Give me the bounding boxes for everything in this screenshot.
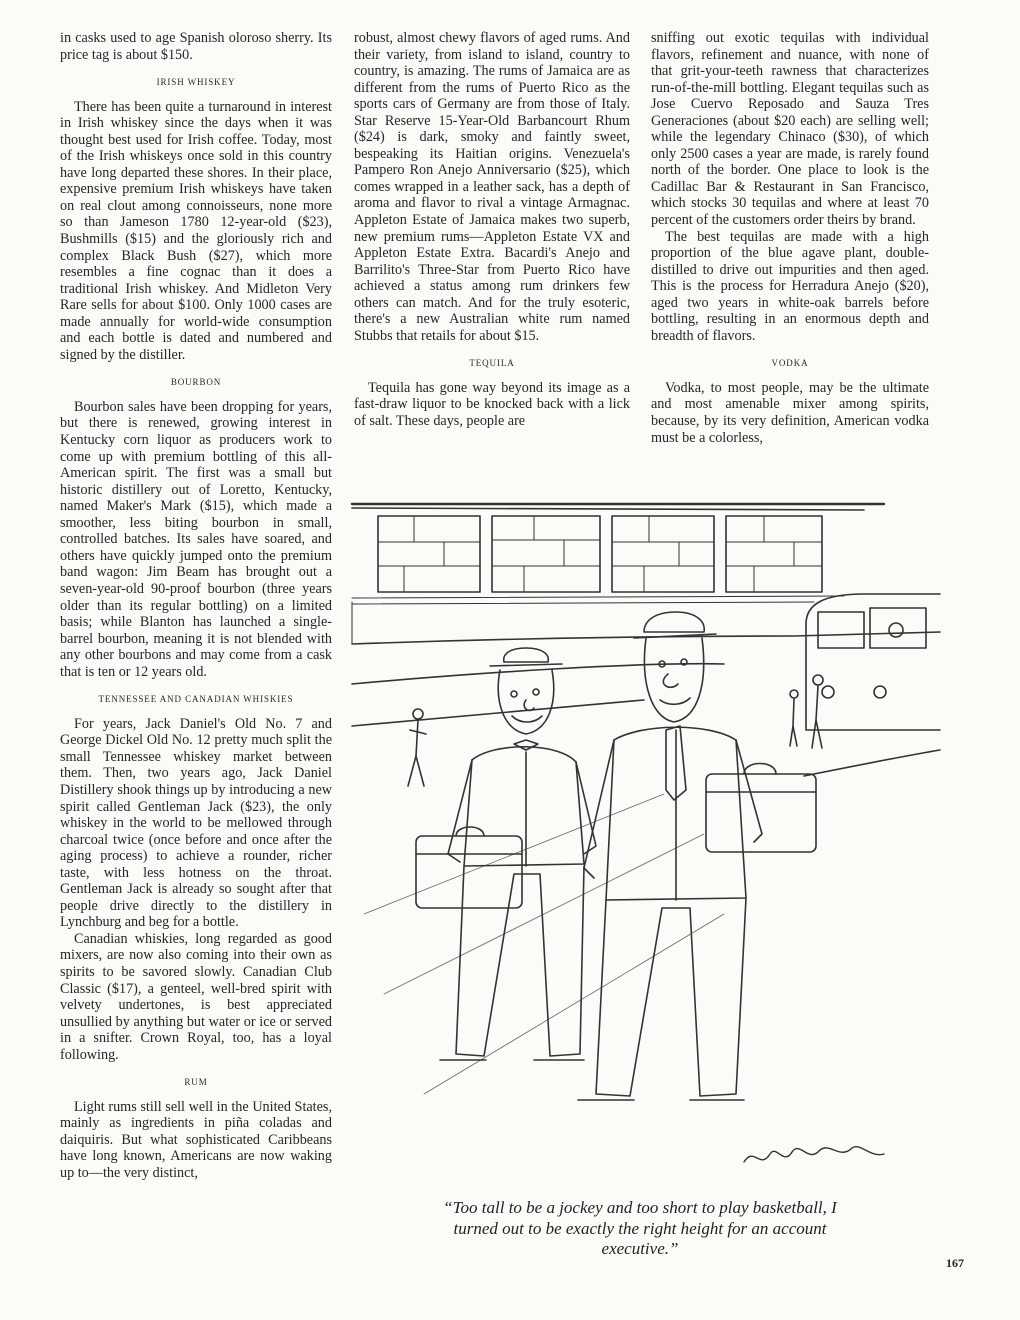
article-column-3 (651, 30, 929, 446)
paragraph: There has been quite a turnaround in interest in Irish whiskey since the days when it was thought best used for Irish coffee. Today, most of the Irish whiskeys once sold in this country have long departed these shores. In their place, expensive premium Irish whiskeys have taken on real clout among connoisseurs, none more so than Jameson 1780 12-year-old ($23), Bushmills ($15) and the gloriously rich and complex Black Bush ($27), which more resembles a fine cognac than it does a traditional Irish whiskey. And Midleton Very Rare sells for about $100. Only 1000 cases are made annually for world-wide consumption and each bottle is dated and numbered and signed by the distiller. (60, 98, 332, 363)
bus (806, 594, 940, 730)
building-wall (352, 504, 884, 644)
tall-man-figure (578, 612, 816, 1100)
short-man-figure (416, 648, 596, 1060)
paragraph: Light rums still sell well in the United States, mainly as ingredients in piña coladas and daiquiris. But what sophisticated Caribbeans have long known, Americans are now waking up to—the very distinct, (60, 1098, 332, 1181)
cartoon-caption: “Too tall to be a jockey and too short to play basketball, I turned out to be exactly the right height for an account executive.” (443, 1198, 837, 1258)
paragraph: For years, Jack Daniel's Old No. 7 and George Dickel Old No. 12 pretty much split the small Tennessee whiskey market between them. Then, two years ago, Jack Daniel Distillery shook things up by introducing a new spirit called Gentleman Jack ($23), the only whiskey in the world to be mellowed through charcoal twice (once before and once after the aging process) to achieve a rounder, richer taste, with less hotness on the throat. Gentleman Jack is already so sought after that people drive directly to the distillery in Lynchburg and beg for a bottle. (60, 715, 332, 931)
paragraph: Canadian whiskies, long regarded as good mixers, are now also coming into their own as spirits to be savored slowly. Canadian Club Classic ($17), a genteel, well-bred spirit with velvety undertones, is best appreciated unsullied by anything but water or ice or served in a snifter. Crown Royal, too, has a loyal following. (60, 930, 332, 1063)
paragraph: Vodka, to most people, may be the ultimate and most amenable mixer among spirits, because, by its very definition, American vodka must be a colorless, (651, 379, 929, 446)
section-heading-vodka: VODKA (771, 358, 809, 369)
section-heading-tequila: TEQUILA (469, 358, 515, 369)
paragraph: Tequila has gone way beyond its image as a fast-draw liquor to be knocked back with a lick of salt. These days, people are (354, 379, 630, 430)
cartoon-illustration (344, 494, 942, 1186)
paragraph: Bourbon sales have been dropping for years, but there is renewed, growing interest in Kentucky corn liquor as producers work to come up with premium bottling of this all-American spirit. The first was a small but historic distillery out of Loretto, Kentucky, named Maker's Mark ($15), which made a smoother, less biting bourbon in small, controlled batches. Its sales have soared, and others have quickly jumped onto the premium band wagon: Jim Beam has brought out a seven-year-old 90-proof bourbon (three years older than its regular bottling) on a limited basis; while Blanton has launched a single-barrel bourbon, meaning it is not blended with any other bourbons and may come from a cask that is ten or 12 years old. (60, 398, 332, 680)
paragraph: The best tequilas are made with a high proportion of the blue agave plant, double-distilled to drive out impurities and then aged. This is the process for Herradura Anejo ($20), aged two years in white-oak barrels before bottling, resulting in an enormous depth and breadth of flavors. (651, 228, 929, 344)
paragraph: sniffing out exotic tequilas with individual flavors, refinement and nuance, with none of that grit-your-teeth rawness that characterizes run-of-the-mill bottling. Elegant tequilas such as Jose Cuervo Reposado and Sauza Tres Generaciones (about $20 each) are selling well; while the legendary Chinaco ($30), of which only 2500 cases a year are made, is rarely found north of the border. One place to look is the Cadillac Bar & Restaurant in San Francisco, which stocks 30 tequilas and where at least 70 percent of the customers order theirs by brand. (651, 30, 929, 229)
paragraph: in casks used to age Spanish oloroso sherry. Its price tag is about $150. (60, 30, 332, 63)
section-heading-rum: RUM (184, 1077, 208, 1088)
page-number: 167 (946, 1256, 964, 1270)
section-heading-bourbon: BOURBON (170, 377, 222, 388)
section-heading-irish-whiskey: IRISH WHISKEY (156, 77, 236, 88)
section-heading-tennessee-canadian: TENNESSEE AND CANADIAN WHISKIES (98, 694, 294, 705)
artist-signature (744, 1147, 884, 1162)
paragraph: robust, almost chewy flavors of aged rums. And their variety, from island to island, country to country, is amazing. The rums of Jamaica are as different from the rums of Puerto Rico as the sports cars of Germany are from those of Italy. Star Reserve 15-Year-Old Barbancourt Rhum ($24) is dark, smoky and faintly sweet, bespeaking its Haitian origins. Venezuela's Pampero Ron Anejo Anniversario ($25), which comes wrapped in a leather sack, has a depth of aroma and flavor to rival a vintage Armagnac. Appleton Estate of Jamaica makes two superb, new premium rums—Appleton Estate VX and Appleton Estate Extra. Bacardi's Anejo and Barrilito's Three-Star from Puerto Rico have achieved a status among rum drinkers few others can match. And for the truly esoteric, there's a new Australian white rum named Stubbs that retails for about $15. (354, 30, 630, 344)
street (352, 632, 940, 1094)
article-column-1 (60, 30, 332, 1182)
article-column-2 (354, 30, 630, 430)
